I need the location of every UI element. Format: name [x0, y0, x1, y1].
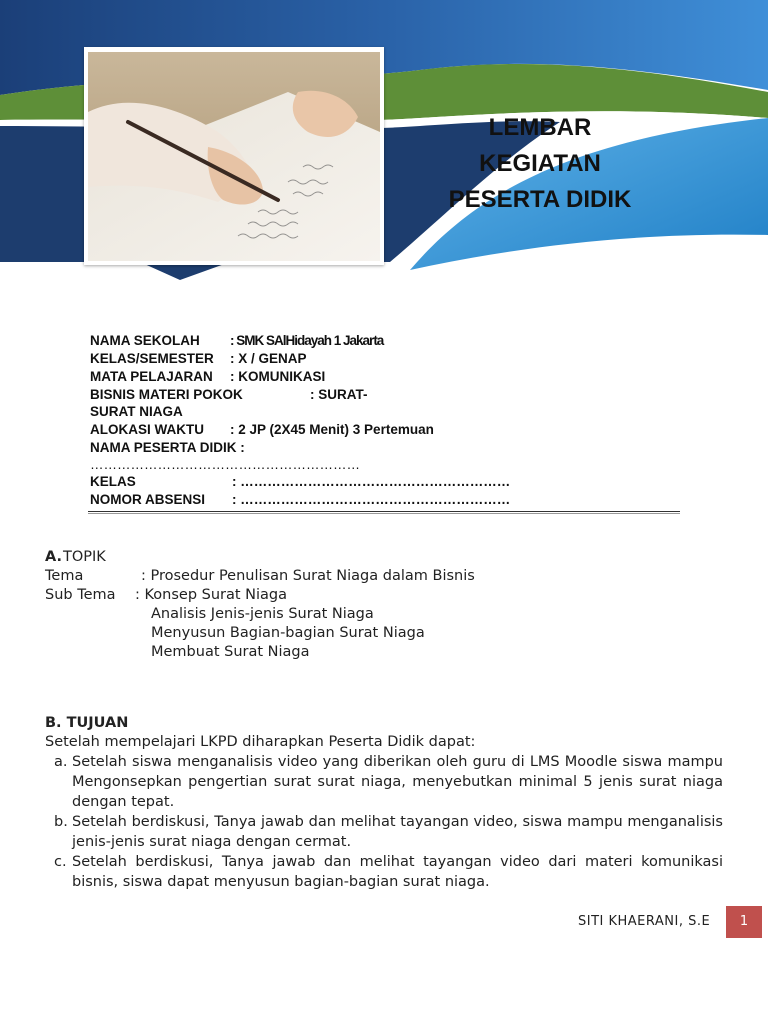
title-line-1: LEMBAR [488, 114, 592, 141]
subtema-item: Membuat Surat Niaga [151, 644, 310, 660]
nama-peserta-label: NAMA PESERTA DIDIK : [90, 440, 245, 455]
subtema-item: Menyusun Bagian-bagian Surat Niaga [151, 625, 425, 641]
tema-value: : Prosedur Penulisan Surat Niaga dalam Bisnis [141, 568, 475, 584]
nomor-absensi-field[interactable]: : …………………………………………………… [232, 492, 511, 507]
nama-sekolah-value: : SMK SAlHidayah 1 Jakarta [230, 333, 384, 348]
nama-sekolah-label: NAMA SEKOLAH [90, 333, 200, 348]
page-number: 1 [726, 906, 762, 938]
alokasi-waktu-value: : 2 JP (2X45 Menit) 3 Pertemuan [230, 422, 434, 437]
bisnis-materi-pokok-label: BISNIS MATERI POKOK [90, 387, 243, 402]
tujuan-heading: B. TUJUAN [45, 715, 129, 731]
list-item-text: Setelah berdiskusi, Tanya jawab dan melihat tayangan video dari materi komunikasi bisnis, siswa dapat menyusun bagian-bagian surat niaga. [72, 854, 723, 890]
topik-heading-letter: A. [45, 549, 62, 565]
list-item [45, 812, 723, 852]
info-divider [88, 511, 680, 514]
list-item [45, 752, 723, 812]
mata-pelajaran-value: : KOMUNIKASI [230, 369, 326, 384]
subtema-item: Analisis Jenis-jenis Surat Niaga [151, 606, 374, 622]
list-item [45, 852, 723, 892]
title-line-2: KEGIATAN [479, 150, 601, 177]
hand-writing-icon [88, 52, 380, 261]
title-line-3: PESERTA DIDIK [448, 186, 632, 213]
tujuan-section [45, 714, 725, 754]
topik-heading: TOPIK [63, 549, 106, 565]
tema-label: Tema [45, 568, 84, 584]
mata-pelajaran-label: MATA PELAJARAN [90, 369, 213, 384]
kelas-label: KELAS [90, 474, 136, 489]
subtema-value: : Konsep Surat Niaga [135, 587, 288, 603]
list-item-letter: b. [54, 814, 68, 830]
hand-writing-photo [84, 47, 384, 265]
kelas-field[interactable]: : …………………………………………………… [232, 474, 511, 489]
nama-peserta-field[interactable]: …………………………………………………… [90, 457, 360, 472]
list-item-text: Setelah siswa menganalisis video yang diberikan oleh guru di LMS Moodle siswa mampu Mengonsepkan pengertian surat surat niaga, menyebutkan minimal 5 jenis surat niaga dengan tepat. [72, 754, 723, 810]
list-item-text: Setelah berdiskusi, Tanya jawab dan melihat tayangan video, siswa mampu menganalisis jenis-jenis surat niaga dengan cermat. [72, 814, 723, 850]
alokasi-waktu-label: ALOKASI WAKTU [90, 422, 204, 437]
nomor-absensi-label: NOMOR ABSENSI [90, 492, 206, 507]
tujuan-intro: Setelah mempelajari LKPD diharapkan Peserta Didik dapat: [45, 734, 476, 750]
subtema-label: Sub Tema [45, 587, 116, 603]
tujuan-list [45, 752, 723, 892]
list-item-letter: a. [54, 754, 68, 770]
kelas-semester-label: KELAS/SEMESTER [90, 351, 214, 366]
topik-section [45, 548, 645, 668]
document-title [430, 110, 650, 218]
surat-niaga-line: SURAT NIAGA [90, 404, 183, 419]
footer-author: SITI KHAERANI, S.E [578, 914, 711, 929]
kelas-semester-value: : X / GENAP [230, 351, 307, 366]
list-item-letter: c. [54, 854, 67, 870]
materi-pokok-value: : SURAT- [310, 387, 368, 402]
